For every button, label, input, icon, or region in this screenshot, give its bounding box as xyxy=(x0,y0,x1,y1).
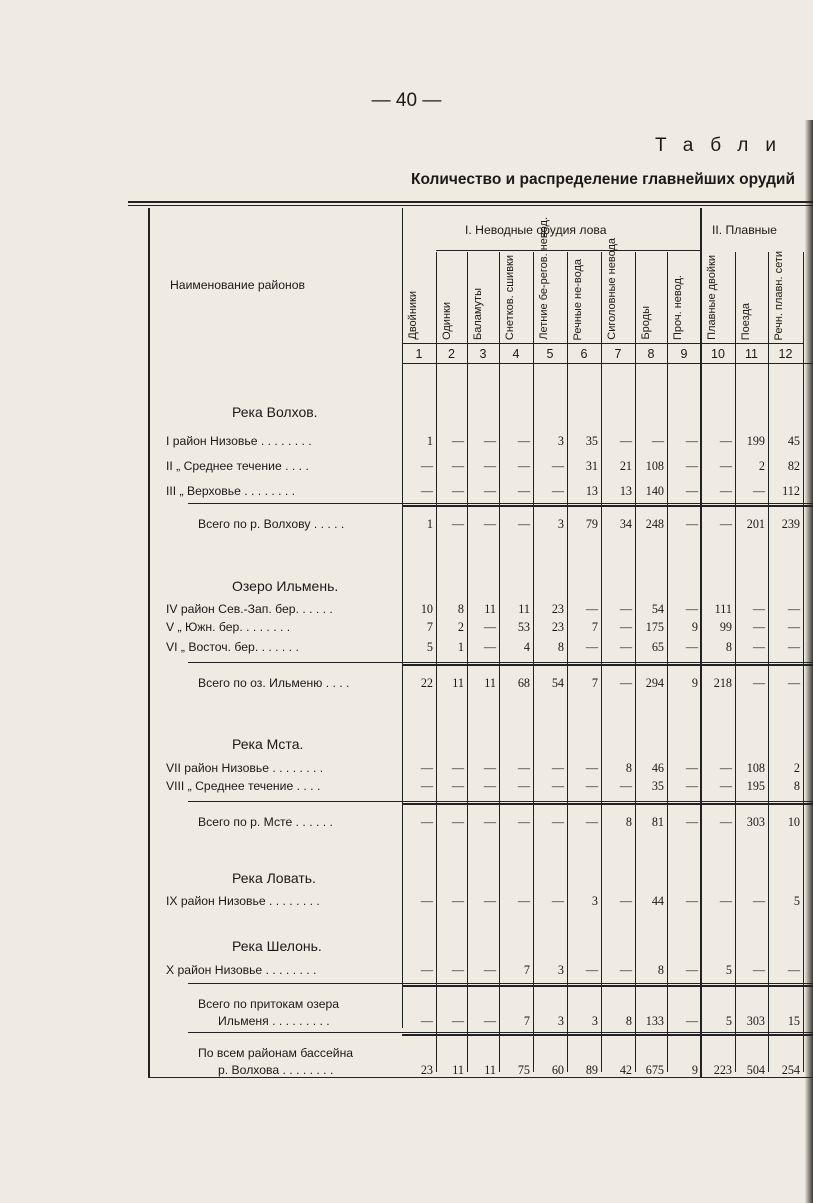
table-cell: 79 xyxy=(585,517,598,531)
table-cell: 35 xyxy=(585,434,598,448)
table-cell: — xyxy=(752,620,765,634)
table-cell: — xyxy=(483,620,496,634)
table-cell: — xyxy=(619,602,632,616)
row-label: Всего по оз. Ильменю . . . . xyxy=(198,676,350,690)
total-separator-rule xyxy=(188,503,813,504)
column-number: 3 xyxy=(479,347,487,361)
row-label: Всего по притокам озера xyxy=(198,997,340,1011)
table-cell: 7 xyxy=(523,1014,530,1028)
row-label: IV район Сев.-Зап. бер. . . . . . xyxy=(166,602,333,616)
table-cell: — xyxy=(787,676,800,690)
table-cell: 10 xyxy=(787,815,800,829)
table-cell: 111 xyxy=(714,602,732,616)
table-cell: — xyxy=(585,815,598,829)
table-cell: — xyxy=(685,434,698,448)
column-header-1 xyxy=(408,252,434,340)
table-cell: 3 xyxy=(557,517,564,531)
row-label: X район Низовье . . . . . . . . xyxy=(166,963,317,977)
table-cell: 68 xyxy=(517,676,530,690)
row-label: Всего по р. Мсте . . . . . . xyxy=(198,815,333,829)
table-cell: 675 xyxy=(645,1063,664,1077)
column-header-label: Поезда xyxy=(740,302,752,340)
table-cell: 11 xyxy=(452,1063,464,1077)
table-cell: 23 xyxy=(420,1063,433,1077)
table-cell: — xyxy=(420,963,433,977)
table-cell: — xyxy=(685,517,698,531)
table-cell: — xyxy=(420,815,433,829)
table-cell: — xyxy=(585,779,598,793)
table-cell: 8 xyxy=(793,779,800,793)
table-cell: 3 xyxy=(557,434,564,448)
table-cell: 7 xyxy=(591,676,598,690)
table-cell: — xyxy=(651,434,664,448)
table-cell: — xyxy=(685,761,698,775)
row-label: IX район Низовье . . . . . . . . xyxy=(166,894,320,908)
column-number: 4 xyxy=(512,347,520,361)
table-cell: — xyxy=(517,894,530,908)
table-cell: — xyxy=(585,640,598,654)
table-cell: 54 xyxy=(551,676,564,690)
table-cell: 89 xyxy=(585,1063,598,1077)
table-cell: — xyxy=(483,779,496,793)
left-margin-rule xyxy=(148,208,150,1078)
table-cell: — xyxy=(483,1014,496,1028)
table-cell: 175 xyxy=(645,620,664,634)
total-separator-rule xyxy=(188,983,813,984)
table-cell: — xyxy=(483,761,496,775)
table-cell: — xyxy=(752,640,765,654)
column-header-label: Двойники xyxy=(407,291,419,340)
table-cell: 8 xyxy=(557,640,564,654)
table-cell: — xyxy=(483,517,496,531)
table-cell: — xyxy=(787,963,800,977)
column-header-label: Одинки xyxy=(441,302,453,340)
table-cell: 81 xyxy=(651,815,664,829)
table-cell: — xyxy=(483,963,496,977)
table-cell: — xyxy=(787,620,800,634)
table-cell: 82 xyxy=(787,459,800,473)
column-header-label: Речные не-вода xyxy=(572,258,584,340)
column-number-bottom-rule xyxy=(402,363,813,364)
table-cell: 35 xyxy=(651,779,664,793)
table-cell: — xyxy=(685,1014,698,1028)
table-cell: 5 xyxy=(725,1014,732,1028)
table-cell: — xyxy=(787,602,800,616)
table-cell: 2 xyxy=(758,459,765,473)
column-header-8 xyxy=(641,252,665,340)
table-cell: — xyxy=(551,894,564,908)
column-header-7 xyxy=(606,238,633,340)
table-cell: 254 xyxy=(781,1063,800,1077)
column-header-label: Проч. невод. xyxy=(672,274,684,340)
table-cell: 504 xyxy=(746,1063,765,1077)
group2-header: II. Плавные xyxy=(712,223,777,237)
table-cell: — xyxy=(685,779,698,793)
column-number: 10 xyxy=(711,347,725,361)
table-cell: — xyxy=(420,484,433,498)
table-cell: 13 xyxy=(585,484,598,498)
table-cell: 8 xyxy=(625,1014,632,1028)
table-cell: 8 xyxy=(725,640,732,654)
table-cell: — xyxy=(517,779,530,793)
total-separator-rule xyxy=(188,1032,813,1033)
column-header-10 xyxy=(707,252,733,340)
column-header-label: Летние бе-регов. невод. xyxy=(538,217,550,340)
group1-header: I. Неводные орудия лова xyxy=(465,223,607,237)
column-header-label: Снетков. сшивки xyxy=(504,254,516,340)
table-cell: 4 xyxy=(523,640,530,654)
table-cell: — xyxy=(685,963,698,977)
table-cell: — xyxy=(719,459,732,473)
table-cell: — xyxy=(420,779,433,793)
table-cell: 108 xyxy=(645,459,664,473)
column-header-bottom-rule xyxy=(402,343,803,344)
table-cell: 3 xyxy=(591,1014,598,1028)
table-cell: 218 xyxy=(713,676,732,690)
row-label-continued: р. Волхова . . . . . . . . xyxy=(218,1063,334,1077)
table-cell: 15 xyxy=(787,1014,800,1028)
section-heading: Река Мста. xyxy=(232,736,304,752)
table-cell: 5 xyxy=(725,963,732,977)
column-number: 5 xyxy=(546,347,554,361)
column-header-9 xyxy=(673,252,699,340)
row-label: VIII „ Среднее течение . . . . xyxy=(166,779,321,793)
table-cell: — xyxy=(483,640,496,654)
table-cell: — xyxy=(517,517,530,531)
table-cell: — xyxy=(752,602,765,616)
table-cell: 303 xyxy=(746,815,765,829)
table-cell: — xyxy=(619,779,632,793)
column-header-6 xyxy=(573,252,599,340)
column-number: 2 xyxy=(448,347,455,361)
table-cell: — xyxy=(451,459,464,473)
table-cell: — xyxy=(483,484,496,498)
table-cell: 248 xyxy=(645,517,664,531)
table-cell: — xyxy=(619,894,632,908)
table-top-rule xyxy=(128,201,813,203)
table-cell: — xyxy=(719,484,732,498)
column-header-5 xyxy=(538,217,565,340)
table-cell: 3 xyxy=(557,963,564,977)
table-cell: 46 xyxy=(651,761,664,775)
table-cell: 7 xyxy=(523,963,530,977)
table-title: Табли xyxy=(654,135,793,156)
table-cell: — xyxy=(719,894,732,908)
table-cell: 133 xyxy=(645,1014,664,1028)
table-cell: — xyxy=(451,517,464,531)
table-cell: — xyxy=(517,459,530,473)
column-number: 11 xyxy=(745,347,758,361)
row-label: VII район Низовье . . . . . . . . xyxy=(166,761,324,775)
table-cell: 8 xyxy=(625,761,632,775)
column-header-11 xyxy=(741,252,766,340)
table-cell: — xyxy=(719,815,732,829)
table-cell: — xyxy=(752,484,765,498)
table-cell: — xyxy=(451,894,464,908)
table-cell: 9 xyxy=(691,620,698,634)
table-cell: — xyxy=(483,434,496,448)
table-cell: — xyxy=(619,434,632,448)
table-cell: — xyxy=(517,815,530,829)
table-cell: 5 xyxy=(426,640,433,654)
table-cell: 75 xyxy=(517,1063,530,1077)
total-separator-rule xyxy=(188,662,813,663)
table-cell: 10 xyxy=(420,602,433,616)
table-cell: — xyxy=(483,459,496,473)
table-cell: 22 xyxy=(420,676,433,690)
column-header-label: Баламуты xyxy=(472,287,484,340)
section-heading: Река Волхов. xyxy=(232,404,318,420)
table-cell: — xyxy=(451,963,464,977)
total-separator-rule-bold xyxy=(402,803,813,805)
table-cell: — xyxy=(517,484,530,498)
table-cell: — xyxy=(483,815,496,829)
table-cell: 13 xyxy=(619,484,632,498)
table-cell: 8 xyxy=(625,815,632,829)
table-cell: — xyxy=(551,779,564,793)
total-separator-rule-bold xyxy=(402,505,813,507)
table-cell: 53 xyxy=(517,620,530,634)
table-cell: 45 xyxy=(787,434,800,448)
table-top-rule-2 xyxy=(128,205,813,206)
column-header-label: Броды xyxy=(640,306,652,340)
table-cell: 34 xyxy=(619,517,632,531)
table-cell: — xyxy=(619,963,632,977)
table-cell: — xyxy=(451,761,464,775)
table-cell: — xyxy=(619,620,632,634)
table-cell: 11 xyxy=(484,1063,496,1077)
row-label: V „ Южн. бер. . . . . . . . xyxy=(166,620,291,634)
table-cell: — xyxy=(685,815,698,829)
table-cell: — xyxy=(585,602,598,616)
column-header-label: Сиголовные невода xyxy=(606,238,618,340)
table-cell: — xyxy=(719,779,732,793)
table-cell: — xyxy=(719,517,732,531)
column-number: 1 xyxy=(415,347,423,361)
table-cell: — xyxy=(719,761,732,775)
table-cell: — xyxy=(585,963,598,977)
group1-underline xyxy=(436,250,702,251)
table-cell: 42 xyxy=(619,1063,632,1077)
table-cell: — xyxy=(420,761,433,775)
table-cell: — xyxy=(451,779,464,793)
table-cell: — xyxy=(451,1014,464,1028)
column-header-label: Плавные двойки xyxy=(706,255,718,340)
table-cell: 8 xyxy=(457,602,464,616)
section-heading: Река Шелонь. xyxy=(232,938,322,954)
total-separator-rule-bold xyxy=(402,1034,813,1036)
table-cell: 65 xyxy=(651,640,664,654)
table-cell: — xyxy=(551,484,564,498)
table-cell: 2 xyxy=(457,620,464,634)
table-cell: — xyxy=(752,894,765,908)
table-cell: — xyxy=(420,894,433,908)
table-cell: — xyxy=(619,676,632,690)
table-cell: — xyxy=(420,1014,433,1028)
table-cell: — xyxy=(451,815,464,829)
row-label: По всем районам бассейна xyxy=(198,1046,354,1060)
table-cell: — xyxy=(752,676,765,690)
table-cell: 201 xyxy=(746,517,765,531)
table-cell: 239 xyxy=(781,517,800,531)
table-cell: 7 xyxy=(426,620,433,634)
column-number: 7 xyxy=(614,347,622,361)
section-heading: Река Ловать. xyxy=(232,870,316,886)
table-cell: 99 xyxy=(719,620,732,634)
row-label: I район Низовье . . . . . . . . xyxy=(166,434,312,448)
table-cell: — xyxy=(551,459,564,473)
table-cell: — xyxy=(451,484,464,498)
table-cell: 9 xyxy=(691,1063,698,1077)
table-cell: 2 xyxy=(793,761,800,775)
table-cell: 23 xyxy=(551,602,564,616)
table-cell: 5 xyxy=(793,894,800,908)
column-number: 6 xyxy=(580,347,588,361)
column-header-12 xyxy=(774,252,801,340)
table-cell: — xyxy=(685,484,698,498)
table-cell: 11 xyxy=(484,602,496,616)
row-label: Всего по р. Волхову . . . . . xyxy=(198,517,345,531)
table-cell: 199 xyxy=(746,434,765,448)
table-cell: 303 xyxy=(746,1014,765,1028)
total-separator-rule-bold xyxy=(402,664,813,666)
table-cell: 294 xyxy=(645,676,664,690)
table-cell: 3 xyxy=(591,894,598,908)
page-number: — 40 — xyxy=(371,90,442,111)
table-subtitle: Количество и распределение главнейших орудий xyxy=(411,171,795,188)
table-cell: 112 xyxy=(782,484,800,498)
table-cell: — xyxy=(585,761,598,775)
table-cell: 1 xyxy=(426,517,433,531)
section-heading: Озеро Ильмень. xyxy=(232,578,339,594)
table-cell: 11 xyxy=(518,602,530,616)
row-label-continued: Ильменя . . . . . . . . . xyxy=(218,1014,330,1028)
table-cell: 1 xyxy=(426,434,433,448)
table-cell: 108 xyxy=(746,761,765,775)
table-cell: 223 xyxy=(713,1063,732,1077)
table-cell: — xyxy=(685,640,698,654)
table-cell: — xyxy=(685,459,698,473)
table-cell: — xyxy=(787,640,800,654)
name-column-header: Наименование районов xyxy=(170,278,305,292)
table-cell: 11 xyxy=(452,676,464,690)
column-number: 12 xyxy=(778,347,793,361)
column-header-label: Речн. плавн. сети xyxy=(773,250,785,340)
table-bottom-rule xyxy=(148,1077,813,1078)
table-cell: 44 xyxy=(651,894,664,908)
column-number: 9 xyxy=(680,347,688,361)
row-label: II „ Среднее течение . . . . xyxy=(166,459,309,473)
table-cell: 11 xyxy=(484,676,496,690)
table-cell: 54 xyxy=(651,602,664,616)
row-label: III „ Верховье . . . . . . . . xyxy=(166,484,296,498)
row-label: VI „ Восточ. бер. . . . . . . xyxy=(166,640,299,654)
table-cell: — xyxy=(451,434,464,448)
table-cell: — xyxy=(619,640,632,654)
table-cell: 140 xyxy=(645,484,664,498)
table-cell: 60 xyxy=(551,1063,564,1077)
table-cell: 195 xyxy=(746,779,765,793)
table-cell: — xyxy=(551,761,564,775)
table-cell: — xyxy=(685,602,698,616)
table-cell: — xyxy=(517,434,530,448)
column-number: 8 xyxy=(647,347,655,361)
table-cell: 21 xyxy=(619,459,632,473)
table-cell: 9 xyxy=(691,676,698,690)
table-cell: 8 xyxy=(657,963,664,977)
column-header-4 xyxy=(505,252,531,340)
table-cell: — xyxy=(420,459,433,473)
table-cell: — xyxy=(551,815,564,829)
table-cell: — xyxy=(517,761,530,775)
table-cell: 7 xyxy=(591,620,598,634)
table-cell: — xyxy=(483,894,496,908)
column-header-3 xyxy=(473,252,497,340)
table-cell: 31 xyxy=(585,459,598,473)
total-separator-rule-bold xyxy=(402,985,813,987)
table-cell: — xyxy=(685,894,698,908)
table-cell: 1 xyxy=(457,640,464,654)
table-cell: — xyxy=(719,434,732,448)
column-header-2 xyxy=(442,252,465,340)
table-cell: 23 xyxy=(551,620,564,634)
total-separator-rule xyxy=(188,801,813,802)
table-cell: 3 xyxy=(557,1014,564,1028)
table-cell: — xyxy=(752,963,765,977)
